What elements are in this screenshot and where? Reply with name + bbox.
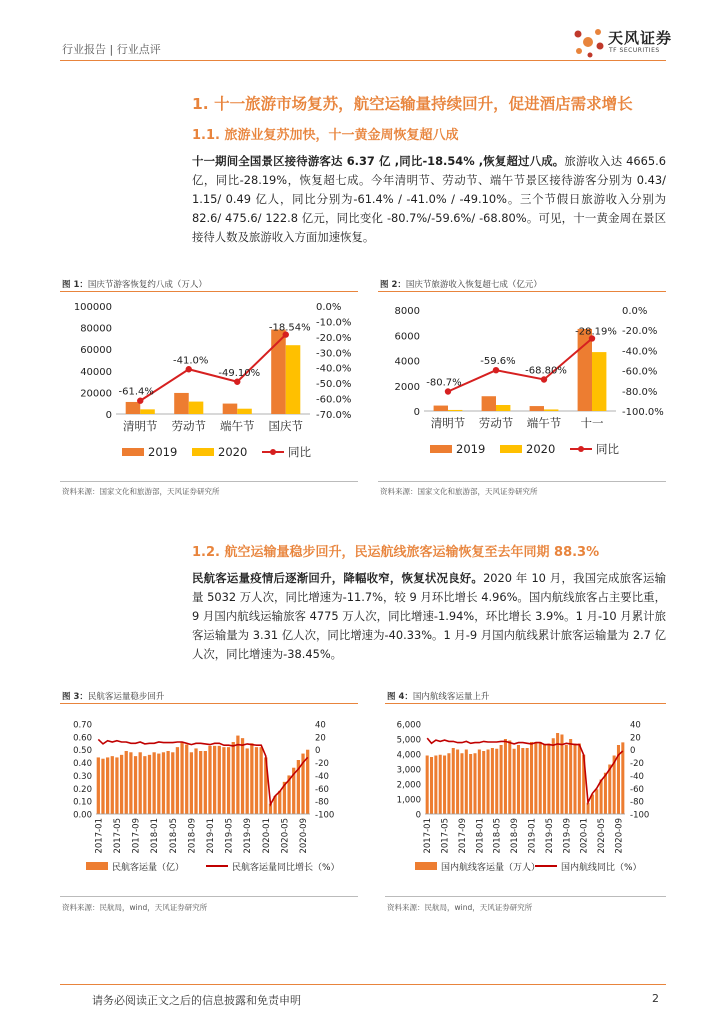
yoy-point (445, 388, 451, 394)
x-tick-label: 2019-01 (205, 818, 216, 854)
x-tick-label: 2019-05 (544, 818, 555, 854)
y-right-tick-label: -40.0% (622, 346, 658, 358)
y-right-tick-label: 0.0% (622, 306, 648, 317)
monthly-bar (148, 755, 151, 814)
subsection-title-1: 1.1. 旅游业复苏加快，十一黄金周恢复超八成 (192, 128, 459, 143)
y-right-tick-label: -60.0% (316, 394, 352, 406)
monthly-bar (157, 754, 160, 814)
yoy-data-label: -41.0% (173, 355, 209, 367)
x-tick-label: 2020-09 (299, 818, 310, 854)
y-left-tick-label: 8000 (394, 306, 420, 317)
chart-4-domestic (385, 708, 668, 892)
legend-marker (578, 446, 584, 452)
monthly-bar (604, 773, 607, 814)
y-left-tick-label: 0 (105, 410, 112, 421)
y-right-tick-label: -40 (630, 771, 644, 782)
yoy-point (493, 367, 499, 373)
monthly-bar (517, 745, 520, 814)
figure-3-title (62, 690, 164, 702)
bar-2019 (530, 406, 544, 411)
paragraph-aviation-body: 2020 年 10 月，我国完成旅客运输量 5032 万人次，同比增速为-11.7%，较 9 月环比增长 4.96%。国内航线旅客占主要比重，9 月国内航线运输旅客 4775 万人次，同比增速-1.94%，环比增长 3.9%。1 月-10 月累计旅客运输量为 3.31 亿人次，同比增速为-40.33%。1 月-9 月国内航线累计旅客运输量为 2.7 亿人次，同比增速为-38.45%。 (192, 571, 666, 661)
legend-swatch (122, 448, 144, 456)
x-tick-label: 2020-09 (614, 818, 625, 854)
bar-2020 (237, 409, 252, 414)
figure-1-rule (60, 291, 358, 292)
footer-divider (60, 984, 666, 985)
x-category-label: 清明节 (123, 419, 158, 433)
x-tick-label: 2017-01 (423, 818, 434, 854)
legend-label: 2020 (526, 442, 556, 456)
x-tick-label: 2018-09 (187, 818, 198, 854)
figure-2-caption: 国庆节旅游收入恢复超七成（亿元） (405, 280, 542, 290)
y-right-tick-label: 0 (315, 746, 321, 757)
monthly-bar (552, 738, 555, 814)
x-tick-label: 2017-09 (131, 818, 142, 854)
y-left-tick-label: 4000 (394, 356, 420, 368)
x-tick-label: 2020-05 (280, 818, 291, 854)
y-left-tick-label: 5,000 (396, 735, 421, 746)
y-left-tick-label: 0.40 (73, 759, 92, 770)
y-left-tick-label: 0.10 (73, 797, 92, 808)
legend-swatch (500, 445, 522, 453)
monthly-bar (578, 744, 581, 815)
monthly-bar (465, 750, 468, 815)
monthly-bar (426, 756, 429, 815)
figure-3-rule (60, 703, 358, 704)
monthly-bar (430, 757, 433, 814)
figure-2-source-rule (378, 481, 666, 482)
monthly-bar (573, 744, 576, 815)
y-left-tick-label: 0.00 (73, 810, 92, 821)
monthly-bar (565, 745, 568, 814)
monthly-bar (162, 752, 165, 814)
y-left-tick-label: 3,000 (396, 765, 421, 776)
bar-2020 (592, 352, 606, 411)
monthly-bar (218, 746, 221, 814)
figure-4-rule (385, 703, 666, 704)
monthly-bar (482, 751, 485, 814)
monthly-bar (491, 748, 494, 814)
figure-4-caption: 国内航线客运量上升 (412, 692, 490, 702)
monthly-bar (556, 733, 559, 814)
monthly-bar (97, 757, 100, 814)
y-right-tick-label: 40 (630, 720, 641, 731)
x-tick-label: 2018-09 (510, 818, 521, 854)
monthly-bar (260, 747, 263, 814)
monthly-bar (120, 755, 123, 814)
monthly-bar (199, 751, 202, 814)
y-right-tick-label: 20 (630, 733, 641, 744)
y-right-tick-label: -10.0% (316, 317, 352, 329)
y-right-tick-label: -70.0% (316, 410, 352, 421)
monthly-bar (166, 751, 169, 814)
x-category-label: 端午节 (220, 419, 255, 433)
y-left-tick-label: 2,000 (396, 780, 421, 791)
monthly-bar (534, 743, 537, 814)
yoy-data-label: -18.54% (268, 322, 311, 334)
tf-logo-icon (570, 24, 610, 60)
x-tick-label: 2019-05 (224, 818, 235, 854)
figure-2-source: 资料来源：国家文化和旅游部，天风证券研究所 (380, 487, 538, 496)
monthly-bar (495, 749, 498, 814)
monthly-bar (129, 752, 132, 814)
x-tick-label: 2017-01 (94, 818, 105, 854)
legend-marker (270, 449, 276, 455)
monthly-bar (278, 791, 281, 814)
monthly-bar (139, 752, 142, 814)
figure-2-rule (378, 291, 666, 292)
monthly-bar (115, 757, 118, 814)
subsection-title-2: 1.2. 航空运输量稳步回升，民运航线旅客运输恢复至去年同期 88.3% (192, 545, 600, 560)
y-left-tick-label: 0.30 (73, 771, 92, 782)
figure-3-caption: 民航客运量稳步回升 (87, 692, 165, 702)
figure-1-caption: 国庆节游客恢复约八成（万人） (87, 280, 207, 290)
monthly-bar (478, 750, 481, 815)
legend-swatch (430, 445, 452, 453)
x-category-label: 劳动节 (171, 419, 206, 433)
monthly-bar (176, 747, 179, 814)
legend-label: 2019 (456, 442, 486, 456)
monthly-bar (560, 735, 563, 815)
yoy-line (140, 335, 286, 401)
y-right-tick-label: 0.0% (316, 302, 342, 313)
y-right-tick-label: -80 (630, 797, 644, 808)
monthly-bar (241, 738, 244, 814)
x-tick-label: 2018-05 (168, 818, 179, 854)
y-left-tick-label: 0.20 (73, 784, 92, 795)
monthly-bar (547, 744, 550, 815)
monthly-bar (521, 748, 524, 814)
monthly-bar (250, 743, 253, 814)
monthly-bar (513, 749, 516, 814)
x-tick-label: 2017-05 (112, 818, 123, 854)
bar-2020 (544, 409, 558, 411)
y-right-tick-label: 0 (630, 746, 636, 757)
y-left-tick-label: 0.70 (73, 720, 92, 731)
monthly-bar (143, 756, 146, 814)
logo-name: 天风证券 (608, 29, 673, 47)
y-left-tick-label: 2000 (394, 381, 420, 393)
x-category-label: 十一 (580, 416, 604, 430)
figure-3-number: 图 3： (62, 692, 88, 702)
monthly-bar (587, 803, 590, 814)
monthly-bar (456, 750, 459, 815)
x-category-label: 国庆节 (268, 419, 303, 433)
yoy-point (541, 376, 547, 382)
monthly-bar (125, 751, 128, 814)
y-left-tick-label: 6000 (394, 331, 420, 343)
bar-2019 (482, 396, 496, 411)
monthly-bar (539, 742, 542, 814)
monthly-bar (185, 745, 188, 814)
figure-4-source: 资料来源：民航局，wind，天风证券研究所 (387, 903, 533, 912)
figure-2-number: 图 2： (380, 280, 406, 290)
monthly-bar (591, 795, 594, 815)
monthly-bar (508, 741, 511, 815)
footer-disclaimer: 请务必阅读正文之后的信息披露和免责申明 (92, 994, 301, 1007)
y-right-tick-label: -80.0% (622, 386, 658, 398)
yoy-data-label: -68.80% (525, 365, 567, 377)
monthly-bar (134, 756, 137, 814)
bar-2020 (448, 410, 462, 411)
monthly-bar (504, 739, 507, 814)
yoy-point (234, 379, 240, 385)
y-right-tick-label: -20.0% (622, 326, 658, 338)
yoy-data-label: -28.19% (575, 326, 617, 338)
y-right-tick-label: -20 (315, 759, 329, 770)
legend-label: 2020 (218, 445, 248, 459)
y-right-tick-label: -20.0% (316, 332, 352, 344)
monthly-bar (246, 748, 249, 814)
bar-2019 (126, 402, 141, 414)
y-left-tick-label: 40000 (80, 366, 112, 378)
monthly-bar (106, 757, 109, 814)
yoy-point (137, 398, 143, 404)
section-title: 1. 十一旅游市场复苏，航空运输量持续回升，促进酒店需求增长 (192, 95, 633, 113)
y-right-tick-label: -40 (315, 771, 329, 782)
figure-4-title (387, 690, 489, 702)
monthly-bar (101, 759, 104, 814)
legend-label: 2019 (148, 445, 178, 459)
y-left-tick-label: 1,000 (396, 795, 421, 806)
y-left-tick-label: 20000 (80, 388, 112, 400)
legend-label: 民航客运量同比增长（%） (232, 863, 340, 873)
legend-label: 同比 (596, 442, 619, 456)
x-category-label: 劳动节 (478, 416, 514, 430)
y-right-tick-label: 40 (315, 720, 326, 731)
monthly-bar (543, 744, 546, 814)
bar-2020 (286, 345, 301, 414)
x-category-label: 端午节 (526, 416, 562, 430)
y-left-tick-label: 100000 (73, 302, 112, 313)
paragraph-aviation (192, 569, 666, 664)
x-tick-label: 2019-01 (527, 818, 538, 854)
x-tick-label: 2019-09 (562, 818, 573, 854)
figure-1-title (62, 278, 207, 290)
yoy-data-label: -59.6% (480, 356, 516, 368)
monthly-bar (204, 751, 207, 814)
monthly-bar (180, 742, 183, 814)
figure-1-source: 资料来源：国家文化和旅游部，天风证券研究所 (62, 487, 220, 496)
monthly-bar (600, 780, 603, 815)
monthly-bar (530, 742, 533, 814)
y-right-tick-label: -30.0% (316, 348, 352, 360)
x-tick-label: 2018-05 (492, 818, 503, 854)
paragraph-aviation-lead: 民航客运量疫情后逐渐回升，降幅收窄，恢复状况良好。 (192, 571, 484, 585)
legend-label: 同比 (288, 445, 311, 459)
y-right-tick-label: 20 (315, 733, 326, 744)
figure-2-title (380, 278, 542, 290)
monthly-bar (171, 752, 174, 814)
bar-2019 (223, 404, 238, 414)
x-category-label: 清明节 (430, 416, 466, 430)
x-tick-label: 2020-05 (597, 818, 608, 854)
yoy-data-label: -49.10% (218, 367, 261, 379)
y-right-tick-label: -80 (315, 797, 329, 808)
yoy-point (186, 366, 192, 372)
legend-label: 国内航线客运量（万人） (441, 863, 541, 873)
x-tick-label: 2017-05 (440, 818, 451, 854)
monthly-bar (255, 747, 258, 814)
monthly-bar (222, 747, 225, 814)
y-left-tick-label: 0.60 (73, 733, 92, 744)
y-left-tick-label: 0 (415, 810, 421, 821)
y-right-tick-label: -20 (630, 759, 644, 770)
figure-1-number: 图 1： (62, 280, 88, 290)
y-right-tick-label: -100 (315, 810, 335, 821)
header-divider (60, 60, 666, 61)
monthly-bar (194, 748, 197, 814)
monthly-bar (208, 746, 211, 814)
monthly-bar (460, 753, 463, 814)
monthly-bar (213, 746, 216, 814)
monthly-bar (526, 748, 529, 814)
legend-label: 民航客运量（亿） (112, 863, 185, 873)
y-right-tick-label: -100 (630, 810, 650, 821)
x-tick-label: 2019-09 (243, 818, 254, 854)
x-tick-label: 2020-01 (579, 818, 590, 854)
bar-2020 (189, 402, 204, 414)
yoy-line (448, 338, 592, 391)
monthly-bar (227, 747, 230, 814)
monthly-bar (621, 742, 624, 814)
yoy-data-label: -61.4% (118, 386, 154, 398)
legend-label: 国内航线同比（%） (561, 863, 642, 873)
monthly-bar (111, 756, 114, 814)
monthly-bar (595, 789, 598, 814)
chart-2-revenue (378, 296, 668, 476)
legend-swatch (192, 448, 214, 456)
y-left-tick-label: 0.50 (73, 746, 92, 757)
legend-swatch (86, 862, 108, 870)
monthly-bar (569, 739, 572, 814)
chart-3-passengers (60, 708, 360, 892)
paragraph-tourism-body: 旅游收入达 4665.6 亿，同比-28.19%，恢复超七成。今年清明节、劳动节、端午节景区接待游客分别为 0.43/ 1.15/ 0.49 亿人，同比分别为-61.4% / -41.0% / -49.10%。三个节假日旅游收入分别为 82.6/ 475.6/ 122.8 亿元，同比变化 -80.7%/-59.6%/ -68.80%。可见，十一黄金周在景区接待人数及旅游收入方面加速恢复。 (192, 154, 666, 244)
monthly-bar (190, 752, 193, 814)
y-right-tick-label: -50.0% (316, 379, 352, 391)
figure-4-source-rule (385, 896, 666, 897)
x-tick-label: 2017-09 (457, 818, 468, 854)
monthly-bar (439, 755, 442, 814)
bar-2020 (140, 409, 155, 414)
x-tick-label: 2018-01 (475, 818, 486, 854)
yoy-data-label: -80.7% (426, 377, 462, 389)
monthly-bar (487, 750, 490, 815)
legend-swatch (415, 862, 437, 870)
y-left-tick-label: 4,000 (396, 750, 421, 761)
monthly-bar (500, 745, 503, 814)
monthly-bar (469, 754, 472, 814)
y-right-tick-label: -60.0% (622, 366, 658, 378)
figure-4-number: 图 4： (387, 692, 413, 702)
bar-2020 (496, 405, 510, 411)
monthly-bar (452, 748, 455, 814)
x-tick-label: 2018-01 (150, 818, 161, 854)
page-number: 2 (652, 992, 659, 1005)
logo-subtitle: TF SECURITIES (609, 47, 660, 54)
bar-2019 (434, 406, 448, 411)
monthly-bar (236, 736, 239, 814)
monthly-bar (447, 753, 450, 814)
monthly-bar (434, 756, 437, 815)
y-right-tick-label: -60 (630, 784, 644, 795)
paragraph-tourism-lead: 十一期间全国景区接待游客达 6.37 亿 ,同比-18.54% ,恢复超过八成。 (192, 154, 565, 168)
y-left-tick-label: 6,000 (396, 720, 421, 731)
monthly-bar (473, 753, 476, 814)
paragraph-tourism (192, 152, 666, 247)
y-left-tick-label: 80000 (80, 323, 112, 335)
report-type-header: 行业报告 | 行业点评 (62, 43, 161, 56)
y-right-tick-label: -100.0% (622, 407, 664, 418)
figure-3-source-rule (60, 896, 358, 897)
x-tick-label: 2020-01 (261, 818, 272, 854)
monthly-bar (153, 752, 156, 814)
monthly-bar (443, 756, 446, 815)
chart-1-tourists (60, 296, 360, 476)
figure-1-source-rule (60, 481, 358, 482)
y-left-tick-label: 0 (413, 407, 420, 418)
monthly-bar (232, 742, 235, 814)
y-right-tick-label: -40.0% (316, 363, 352, 375)
figure-3-source: 资料来源：民航局，wind，天风证券研究所 (62, 903, 208, 912)
y-right-tick-label: -60 (315, 784, 329, 795)
bar-2019 (174, 393, 189, 414)
y-left-tick-label: 60000 (80, 345, 112, 357)
